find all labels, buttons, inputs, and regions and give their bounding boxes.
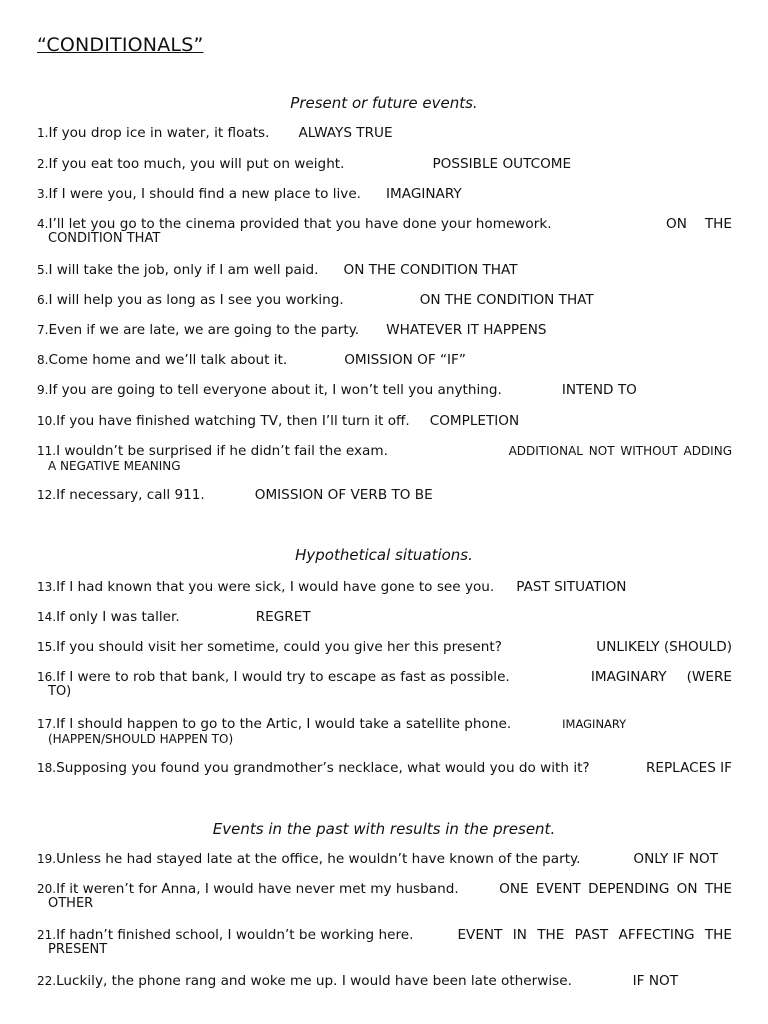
item-label: ON THE CONDITION THAT (343, 262, 518, 278)
item-text: If only I was taller. (56, 609, 180, 625)
item-label: IMAGINARY (590, 669, 667, 685)
item-text: If you have finished watching TV, then I’ll turn it off. (56, 413, 410, 429)
list-item (37, 186, 732, 202)
item-number: 17. (37, 717, 57, 731)
item-label: IMAGINARY (386, 186, 462, 202)
item-text: If you should visit her sometime, could you give her this present? (56, 639, 502, 655)
item-number: 6. (37, 293, 49, 307)
list-item (37, 881, 732, 911)
item-number: 16. (37, 670, 57, 684)
item-label: REGRET (255, 609, 311, 625)
item-label-continued: CONDITION THAT (48, 231, 161, 246)
item-label: UNLIKELY (SHOULD) (596, 639, 732, 655)
item-text: If I were to rob that bank, I would try to escape as fast as possible. (56, 669, 510, 685)
item-label-continued: OTHER (48, 896, 94, 911)
list-item (37, 927, 732, 957)
list-item (37, 292, 732, 308)
item-label: (WERE (686, 669, 732, 685)
list-item (37, 716, 732, 746)
item-text: If hadn’t finished school, I wouldn’t be working here. (56, 927, 414, 943)
item-number: 21. (37, 928, 57, 942)
item-label-continued: (HAPPEN/SHOULD HAPPEN TO) (48, 732, 234, 746)
item-label: POSSIBLE OUTCOME (432, 156, 572, 172)
item-text: If it weren’t for Anna, I would have never met my husband. (56, 881, 459, 897)
item-number: 8. (37, 353, 49, 367)
item-text: I wouldn’t be surprised if he didn’t fail the exam. (56, 443, 388, 459)
list-item (37, 669, 732, 699)
item-text: I’ll let you go to the cinema provided that you have done your homework. (48, 216, 552, 232)
section-heading-hypothetical: Hypothetical situations. (295, 546, 473, 564)
item-label: OMISSION OF “IF” (344, 352, 466, 368)
item-number: 18. (37, 761, 57, 775)
list-item (37, 973, 732, 989)
item-number: 10. (37, 414, 57, 428)
item-text: If you eat too much, you will put on weight. (48, 156, 345, 172)
item-label: ALWAYS TRUE (298, 125, 393, 141)
item-label: INTEND TO (561, 382, 637, 398)
item-label: IF NOT (632, 973, 678, 989)
item-text: I will take the job, only if I am well paid. (48, 262, 319, 278)
list-item (37, 216, 732, 246)
item-label: ONE EVENT DEPENDING ON THE (499, 881, 732, 897)
item-number: 12. (37, 488, 57, 502)
item-text: If you are going to tell everyone about it, I won’t tell you anything. (48, 382, 502, 398)
item-number: 7. (37, 323, 49, 337)
item-number: 20. (37, 882, 57, 896)
item-text: Even if we are late, we are going to the party. (48, 322, 360, 338)
list-item (37, 262, 732, 278)
list-item (37, 851, 732, 867)
item-text: If I had known that you were sick, I would have gone to see you. (56, 579, 495, 595)
item-label: REPLACES IF (645, 760, 732, 776)
item-text: Come home and we’ll talk about it. (48, 352, 288, 368)
item-number: 1. (37, 126, 49, 140)
item-label: PAST SITUATION (516, 579, 627, 595)
item-label: THE (704, 216, 732, 232)
item-number: 5. (37, 263, 49, 277)
item-number: 14. (37, 610, 57, 624)
item-number: 15. (37, 640, 57, 654)
item-label: ON THE CONDITION THAT (419, 292, 594, 308)
item-text: I will help you as long as I see you working. (48, 292, 344, 308)
item-label: OMISSION OF VERB TO BE (254, 487, 433, 503)
item-text: Supposing you found you grandmother’s necklace, what would you do with it? (56, 760, 590, 776)
item-label-continued: PRESENT (48, 942, 108, 957)
list-item (37, 639, 732, 655)
item-label: EVENT IN THE PAST AFFECTING THE (457, 927, 732, 943)
item-label-continued: TO) (48, 684, 72, 699)
list-item (37, 156, 732, 172)
section-heading-present: Present or future events. (290, 94, 478, 112)
item-number: 19. (37, 852, 57, 866)
item-label: ADDITIONAL NOT WITHOUT ADDING (508, 444, 732, 458)
item-label: COMPLETION (429, 413, 520, 429)
item-label-continued: A NEGATIVE MEANING (48, 459, 181, 473)
item-text: Unless he had stayed late at the office, he wouldn’t have known of the party. (56, 851, 581, 867)
item-number: 13. (37, 580, 57, 594)
item-number: 9. (37, 383, 49, 397)
item-number: 11. (37, 444, 57, 458)
list-item (37, 322, 732, 338)
list-item (37, 413, 732, 429)
list-item (37, 760, 732, 776)
item-label: IMAGINARY (562, 717, 627, 731)
item-number: 3. (37, 187, 49, 201)
page-title: “CONDITIONALS” (37, 34, 204, 56)
item-number: 2. (37, 157, 49, 171)
item-text: Luckily, the phone rang and woke me up. I would have been late otherwise. (56, 973, 572, 989)
item-label: ONLY IF NOT (633, 851, 718, 867)
list-item (37, 443, 732, 473)
item-number: 4. (37, 217, 49, 231)
item-number: 22. (37, 974, 57, 988)
list-item (37, 487, 732, 503)
list-item (37, 382, 732, 398)
list-item (37, 579, 732, 595)
item-text: If I should happen to go to the Artic, I would take a satellite phone. (56, 716, 512, 732)
item-text: If I were you, I should find a new place to live. (48, 186, 362, 202)
section-heading-past: Events in the past with results in the present. (212, 820, 556, 838)
list-item (37, 609, 732, 625)
list-item (37, 352, 732, 368)
item-label: WHATEVER IT HAPPENS (386, 322, 547, 338)
item-label: ON (666, 216, 687, 232)
list-item (37, 125, 732, 141)
item-text: If necessary, call 911. (56, 487, 205, 503)
item-text: If you drop ice in water, it floats. (48, 125, 270, 141)
